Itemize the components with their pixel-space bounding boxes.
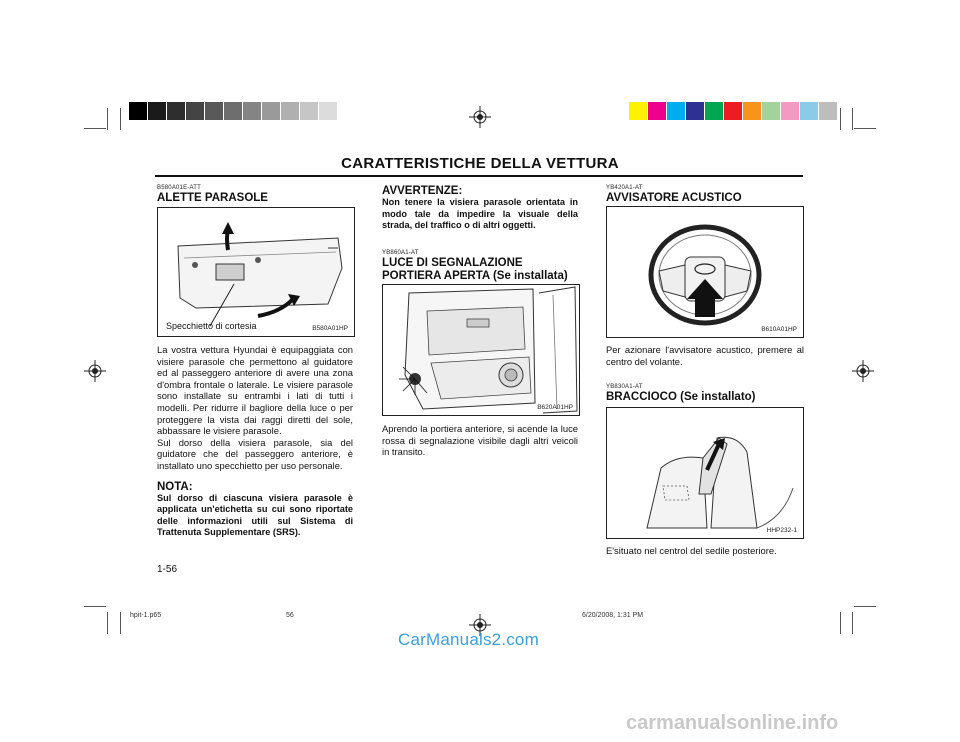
note-text: Sul dorso di ciascuna visiera parasole è applicata un'etichetta su cui sono riportate delle informazioni utili sul Sistema di Trattenuta Supplementare (SRS).	[157, 492, 353, 538]
color-swatch	[723, 102, 742, 120]
crop-mark	[107, 108, 108, 130]
column-3-section-1	[606, 185, 804, 205]
figure-code: B620A01HP	[537, 404, 573, 411]
paragraph: E'situato nel centrol del sedile posteriore.	[606, 545, 777, 556]
horn-figure	[606, 206, 804, 338]
paragraph: La vostra vettura Hyundai è equipaggiata con visiere parasole che permettono al guidatore ed al passeggero anteriore di avere una zona d'ombra frontale o laterale. Le visiere parasole sono installate su entrambi i lati di tutti i modelli. Per ridurre il bagliore della luce o per proteggere la vista dai raggi diretti del sole, abbassare le visiere parasole.	[157, 344, 353, 437]
note-heading: NOTA:	[157, 480, 193, 493]
registration-mark-icon	[84, 360, 106, 382]
column-3-body-2	[606, 545, 804, 557]
crop-mark	[854, 128, 876, 129]
footer-page: 56	[286, 612, 294, 619]
color-swatch	[299, 102, 318, 120]
crop-mark	[84, 606, 106, 607]
figure-callout-label: Specchietto di cortesia	[166, 321, 257, 331]
color-swatch	[685, 102, 704, 120]
column-2	[382, 185, 578, 283]
crop-mark	[107, 612, 108, 634]
color-swatch	[799, 102, 818, 120]
column-2-body	[382, 423, 578, 458]
color-swatch	[147, 102, 166, 120]
door-interior-illustration	[383, 285, 579, 415]
column-1-body	[157, 344, 353, 539]
paragraph: Sul dorso della visiera parasole, sia del guidatore che del passeggero anteriore, è installato uno specchietto per uso personale.	[157, 436, 353, 471]
registration-mark-icon	[469, 106, 491, 128]
color-swatch	[242, 102, 261, 120]
registration-mark-icon	[852, 360, 874, 382]
cmyk-color-bar	[628, 102, 837, 120]
crop-mark	[854, 606, 876, 607]
sun-visor-figure	[157, 207, 355, 337]
warning-text: Non tenere la visiera parasole orientata in modo tale da impedire la visuale della strada, del traffico o di altri oggetti.	[382, 197, 578, 231]
column-3-section-2	[606, 384, 804, 404]
figure-code: HHP232-1	[766, 527, 797, 534]
color-swatch	[280, 102, 299, 120]
column-1	[157, 185, 354, 205]
page-number: 1-56	[157, 564, 178, 575]
color-swatch	[261, 102, 280, 120]
color-swatch	[128, 102, 147, 120]
grayscale-color-bar	[128, 102, 337, 120]
color-swatch	[742, 102, 761, 120]
figure-code: B580A01HP	[312, 325, 348, 332]
section-code: YB420A1-AT	[606, 185, 643, 191]
section-heading: ALETTE PARASOLE	[157, 192, 268, 204]
footer-date: 6/20/2008, 1:31 PM	[582, 612, 644, 619]
color-swatch	[818, 102, 837, 120]
section-code: B580A01E-ATT	[157, 185, 201, 191]
warning-heading: AVVERTENZE:	[382, 185, 463, 197]
crop-mark	[120, 108, 121, 130]
sun-visor-illustration	[158, 208, 354, 336]
paragraph: Per azionare l'avvisatore acustico, premere al centro del volante.	[606, 344, 804, 367]
footer-file: hpit-1.p65	[130, 612, 162, 619]
rear-seat-armrest-illustration	[607, 408, 803, 538]
color-swatch	[628, 102, 647, 120]
section-heading: AVVISATORE ACUSTICO	[606, 192, 742, 204]
paragraph: Aprendo la portiera anteriore, si acende la luce rossa di segnalazione visibile dagli altri veicoli in transito.	[382, 423, 578, 458]
color-swatch	[647, 102, 666, 120]
watermark-site[interactable]: carmanualsonline.info	[626, 712, 839, 734]
crop-mark	[840, 612, 841, 634]
armrest-figure	[606, 407, 804, 539]
title-rule	[155, 175, 803, 177]
color-swatch	[166, 102, 185, 120]
crop-mark	[852, 108, 853, 130]
watermark-link[interactable]: CarManuals2.com	[398, 630, 539, 649]
color-swatch	[666, 102, 685, 120]
color-swatch	[704, 102, 723, 120]
color-swatch	[204, 102, 223, 120]
crop-mark	[840, 108, 841, 130]
color-swatch	[223, 102, 242, 120]
section-code: YB860A1-AT	[382, 249, 419, 256]
section-heading: LUCE DI SEGNALAZIONE PORTIERA APERTA (Se installata)	[382, 256, 568, 282]
crop-mark	[120, 612, 121, 634]
column-3-body-1	[606, 344, 804, 367]
color-swatch	[761, 102, 780, 120]
color-swatch	[318, 102, 337, 120]
section-code: YB830A1-AT	[606, 384, 643, 390]
figure-code: B610A01HP	[761, 326, 797, 333]
color-swatch	[780, 102, 799, 120]
steering-wheel-illustration	[607, 207, 803, 337]
page-title: CARATTERISTICHE DELLA VETTURA	[341, 155, 619, 172]
color-swatch	[185, 102, 204, 120]
crop-mark	[84, 128, 106, 129]
door-light-figure	[382, 284, 580, 416]
section-heading: BRACCIOCO (Se installato)	[606, 391, 756, 403]
crop-mark	[852, 612, 853, 634]
